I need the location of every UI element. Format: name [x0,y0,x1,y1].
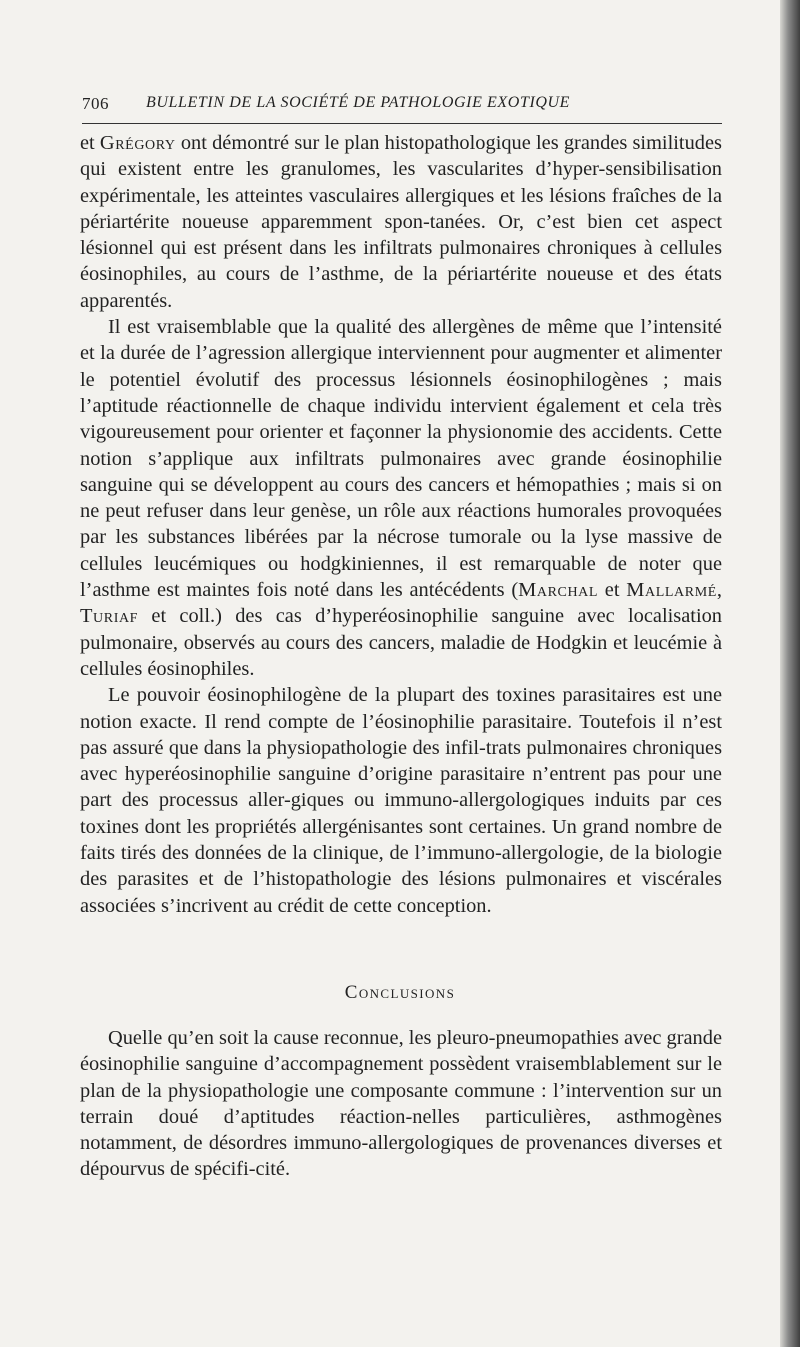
book-spine-shadow [780,0,800,1347]
paragraph-1 [80,130,722,314]
header-rule [82,123,722,124]
paragraph-1-text: ont démontré sur le plan histopathologique les grandes similitudes qui existent entre les granulomes, les vascularites d’hyper-sensibilisation expérimentale, les atteintes vasculaires allergiques et les lésions fraîches de la périartérite noueuse apparemment spon-tanées. Or, c’est bien cet aspect lésionnel qui est présent dans les infiltrats pulmonaires chroniques à cellules éosinophiles, au cours de l’asthme, de la périartérite noueuse et des états apparentés. [80,132,722,312]
running-title: BULLETIN DE LA SOCIÉTÉ DE PATHOLOGIE EXOTIQUE [146,94,571,111]
page-number: 706 [82,94,109,113]
conclusions-paragraph: Quelle qu’en soit la cause reconnue, les pleuro-pneumopathies avec grande éosinophilie sanguine d’accompagnement possèdent vraisemblablement sur le plan de la physiopathologie une composante commune : l’intervention sur un terrain doué d’aptitudes réaction-nelles particulières, asthmogènes notamment, de désordres immuno-allergologiques de provenances diverses et dépourvus de spécifi-cité. [80,1027,722,1181]
paragraph-2 [80,314,722,682]
section-heading-conclusions: Conclusions [344,982,456,1003]
main-text [80,130,722,919]
author-turiaf: Turiaf [80,605,139,628]
paragraph-1-lead: et [80,132,100,154]
conclusions-section [80,1025,722,1183]
author-marchal: Marchal [518,579,599,602]
paragraph-2-text-a: Il est vraisemblable que la qualité des allergènes de même que l’intensité et la durée de l’agression allergique interviennent pour augmenter et alimenter le potentiel évolutif des processus lésionnels éosinophilogènes ; mais l’aptitude réactionnelle de chaque individu intervient également et cela très vigoureusement pour orienter et façonner la physionomie des accidents. Cette notion s’applique aux infiltrats pulmonaires avec grande éosinophilie sanguine qui se développent au cours des cancers et hémopathies ; mais si on ne peut refuser dans leur genèse, un rôle aux réactions humorales provoquées par les substances libérées par la nécrose tumorale ou la lyse massive de cellules leucémiques ou hodgkiniennes, il est remarquable de noter que l’asthme est maintes fois noté dans les antécédents ( [80,316,722,602]
author-mallarme: Mallarmé [626,579,717,602]
page-header [82,94,722,118]
paragraph-2-text-b: et [598,579,627,602]
author-gregory: Grégory [99,132,176,154]
paragraph-2-text-d: et coll.) des cas d’hyperéosinophilie sanguine avec localisation pulmonaire, observés au cours des cancers, maladie de Hodgkin et leucémie à cellules éosinophiles. [80,605,722,680]
paragraph-2-text-c: , [716,579,722,602]
paragraph-3: Le pouvoir éosinophilogène de la plupart des toxines parasitaires est une notion exacte. Il rend compte de l’éosinophilie parasitaire. Toutefois il n’est pas assuré que dans la physiopathologie des infil-trats pulmonaires chroniques avec hyperéosinophilie sanguine d’origine parasitaire n’entrent pas pour une part des processus aller-giques ou immuno-allergologiques induits par ces toxines dont les propriétés allergénisantes sont certaines. Un grand nombre de faits tirés des données de la clinique, de l’immuno-allergologie, de la biologie des parasites et de l’histopathologie des lésions pulmonaires et viscérales associées s’incrivent au crédit de cette conception. [80,684,722,917]
